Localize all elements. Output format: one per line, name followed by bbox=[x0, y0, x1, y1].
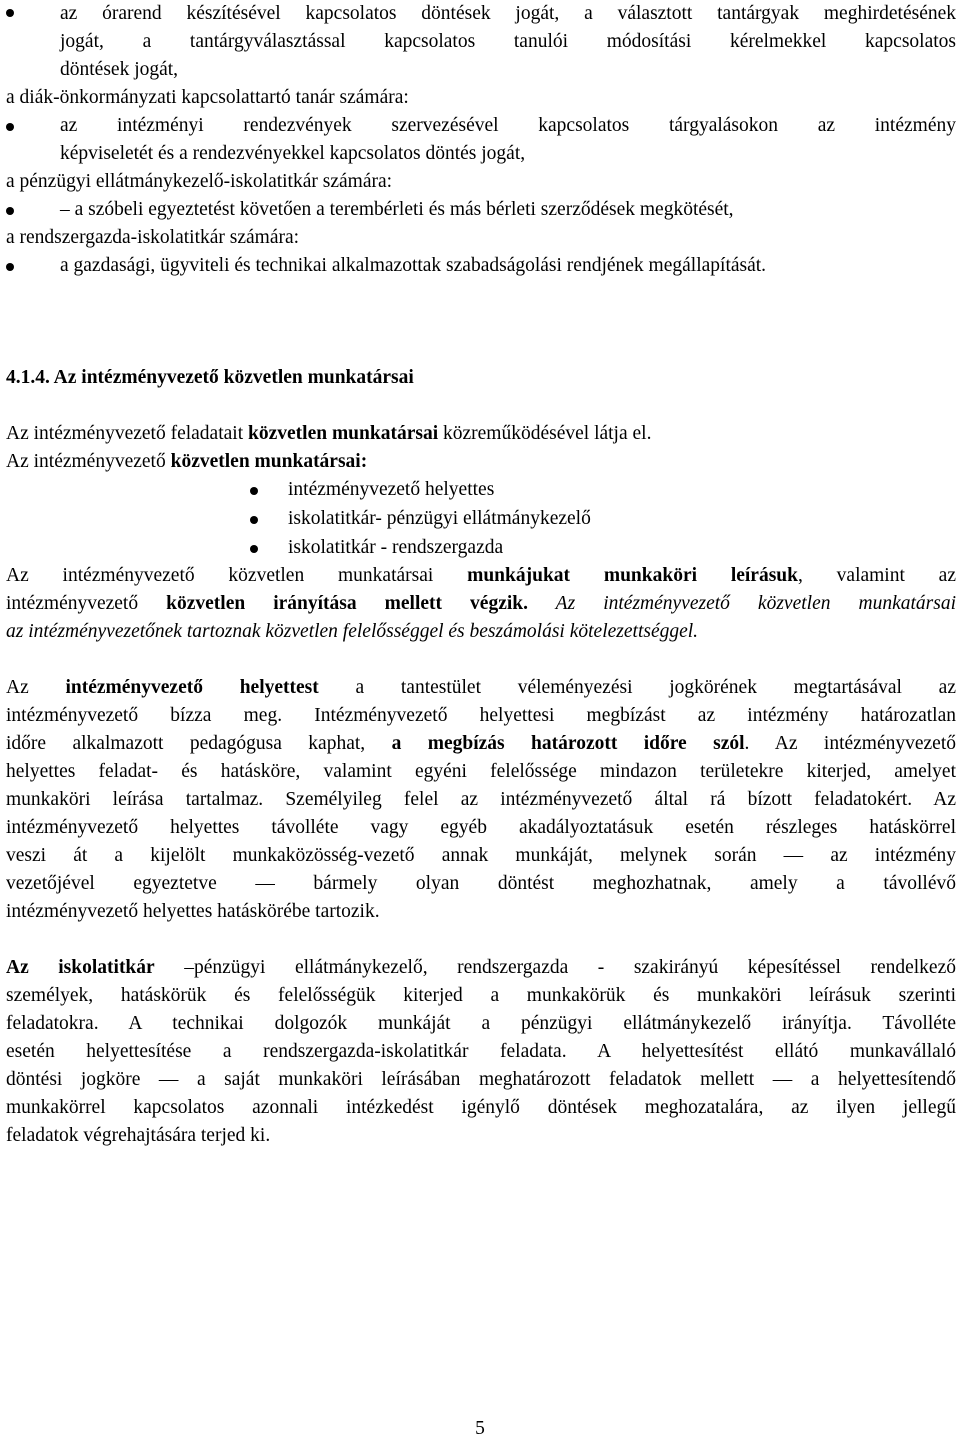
bullet-icon bbox=[6, 207, 14, 215]
paragraph-line: helyettes feladat- és hatásköre, valamint egyéni felelőssége mindazon területekre kiterjed, amelyet bbox=[6, 761, 956, 782]
paragraph-line bbox=[6, 730, 956, 758]
text-bold: intézményvezető helyettest bbox=[65, 677, 319, 698]
text: intézményvezető bbox=[6, 593, 167, 614]
paragraph-line: személyek, hatáskörük és felelősségük kiterjed a munkakörük és munkaköri leírásuk szerinti bbox=[6, 985, 956, 1006]
list-item: képviseletét és a rendezvényekkel kapcsolatos döntés jogát, bbox=[60, 143, 526, 164]
paragraph-line bbox=[6, 954, 956, 982]
list-heading: a rendszergazda-iskolatitkár számára: bbox=[6, 227, 300, 248]
paragraph-line: intézményvezető helyettes távolléte vagy egyéb akadályoztatásuk esetén részleges hatáskörrel bbox=[6, 817, 956, 838]
paragraph-line: vezetőjével egyeztetve — bármely olyan döntést meghozhatnak, amely a távollévő bbox=[6, 873, 956, 894]
paragraph-line: munkakörrel kapcsolatos azonnali intézkedést igénylő döntések meghozatalára, az ilyen jellegű bbox=[6, 1097, 956, 1118]
paragraph-line bbox=[6, 590, 956, 618]
text: közreműködésével látja el. bbox=[438, 423, 652, 444]
bullet-icon bbox=[250, 516, 258, 524]
paragraph-line: döntési jogköre — a saját munkaköri leírásában meghatározott feladatok mellett — a helyettesítendő bbox=[6, 1069, 956, 1090]
staff-item: iskolatitkár - rendszergazda bbox=[288, 537, 504, 558]
list-item: a gazdasági, ügyviteli és technikai alkalmazottak szabadságolási rendjének megállapítását. bbox=[60, 255, 767, 276]
paragraph-line: feladatok végrehajtására terjed ki. bbox=[6, 1125, 271, 1146]
bullet-icon bbox=[250, 545, 258, 553]
paragraph-line bbox=[6, 448, 956, 476]
text: Az intézményvezető bbox=[6, 451, 171, 472]
text: a tantestület véleményezési jogkörének megtartásával az bbox=[318, 677, 956, 698]
bullet-icon bbox=[6, 263, 14, 271]
text: Az intézményvezető feladatait bbox=[6, 423, 248, 444]
list-item: az órarend készítésével kapcsolatos döntések jogát, a választott tantárgyak meghirdetésének bbox=[60, 3, 956, 24]
list-item: – a szóbeli egyeztetést követően a terembérleti és más bérleti szerződések megkötését, bbox=[60, 199, 734, 220]
text-bold: közvetlen munkatársai bbox=[248, 423, 439, 444]
text-bold: közvetlen irányítása mellett végzik. bbox=[166, 593, 529, 614]
paragraph-line bbox=[6, 674, 956, 702]
paragraph-line: feladatokra. A technikai dolgozók munkáját a pénzügyi ellátmánykezelő irányítja. Távolléte bbox=[6, 1013, 956, 1034]
text-italic: Az intézményvezető közvetlen munkatársai bbox=[528, 593, 956, 614]
bullet-icon bbox=[6, 9, 14, 17]
paragraph-line: veszi át a kijelölt munkaközösség-vezető annak munkáját, melynek során — az intézmény bbox=[6, 845, 956, 866]
text: időre alkalmazott pedagógusa kaphat, bbox=[6, 733, 392, 754]
bullet-icon bbox=[6, 123, 14, 131]
bullet-icon bbox=[250, 487, 258, 495]
paragraph-line bbox=[6, 420, 956, 448]
text: Az intézményvezető közvetlen munkatársai bbox=[6, 565, 468, 586]
list-item: döntések jogát, bbox=[60, 59, 179, 80]
text: . Az intézményvezető bbox=[744, 733, 957, 754]
text: , valamint az bbox=[798, 565, 956, 586]
page-number: 5 bbox=[475, 1418, 485, 1439]
list-item: az intézményi rendezvények szervezésével kapcsolatos tárgyalásokon az intézmény bbox=[60, 115, 956, 136]
paragraph-line: intézményvezető bízza meg. Intézményvezető helyettesi megbízást az intézmény határozatlan bbox=[6, 705, 956, 726]
paragraph-line: intézményvezető helyettes hatáskörébe tartozik. bbox=[6, 901, 380, 922]
text-bold: a megbízás határozott időre szól bbox=[391, 733, 745, 754]
section-title: 4.1.4. Az intézményvezető közvetlen munkatársai bbox=[6, 367, 414, 388]
paragraph-line bbox=[6, 562, 956, 590]
paragraph-line: esetén helyettesítése a rendszergazda-iskolatitkár feladata. A helyettesítést ellátó munkavállaló bbox=[6, 1041, 956, 1062]
list-heading: a diák-önkormányzati kapcsolattartó tanár számára: bbox=[6, 87, 409, 108]
text: Az bbox=[6, 677, 66, 698]
paragraph-line: az intézményvezetőnek tartoznak közvetlen felelősséggel és beszámolási kötelezettséggel. bbox=[6, 621, 699, 642]
text-bold: Az iskolatitkár bbox=[6, 957, 155, 978]
paragraph-line: munkaköri leírása tartalmaz. Személyileg felel az intézményvezető által rá bízott feladatokért. Az bbox=[6, 789, 956, 810]
list-item: jogát, a tantárgyválasztással kapcsolatos tanulói módosítási kérelmekkel kapcsolatos bbox=[60, 31, 956, 52]
text-bold: közvetlen munkatársai: bbox=[170, 451, 368, 472]
text: –pénzügyi ellátmánykezelő, rendszergazda - szakirányú képesítéssel rendelkező bbox=[154, 957, 956, 978]
text-bold: munkájukat munkaköri leírásuk bbox=[467, 565, 798, 586]
staff-item: iskolatitkár- pénzügyi ellátmánykezelő bbox=[288, 508, 591, 529]
list-heading: a pénzügyi ellátmánykezelő-iskolatitkár számára: bbox=[6, 171, 393, 192]
staff-item: intézményvezető helyettes bbox=[288, 479, 495, 500]
